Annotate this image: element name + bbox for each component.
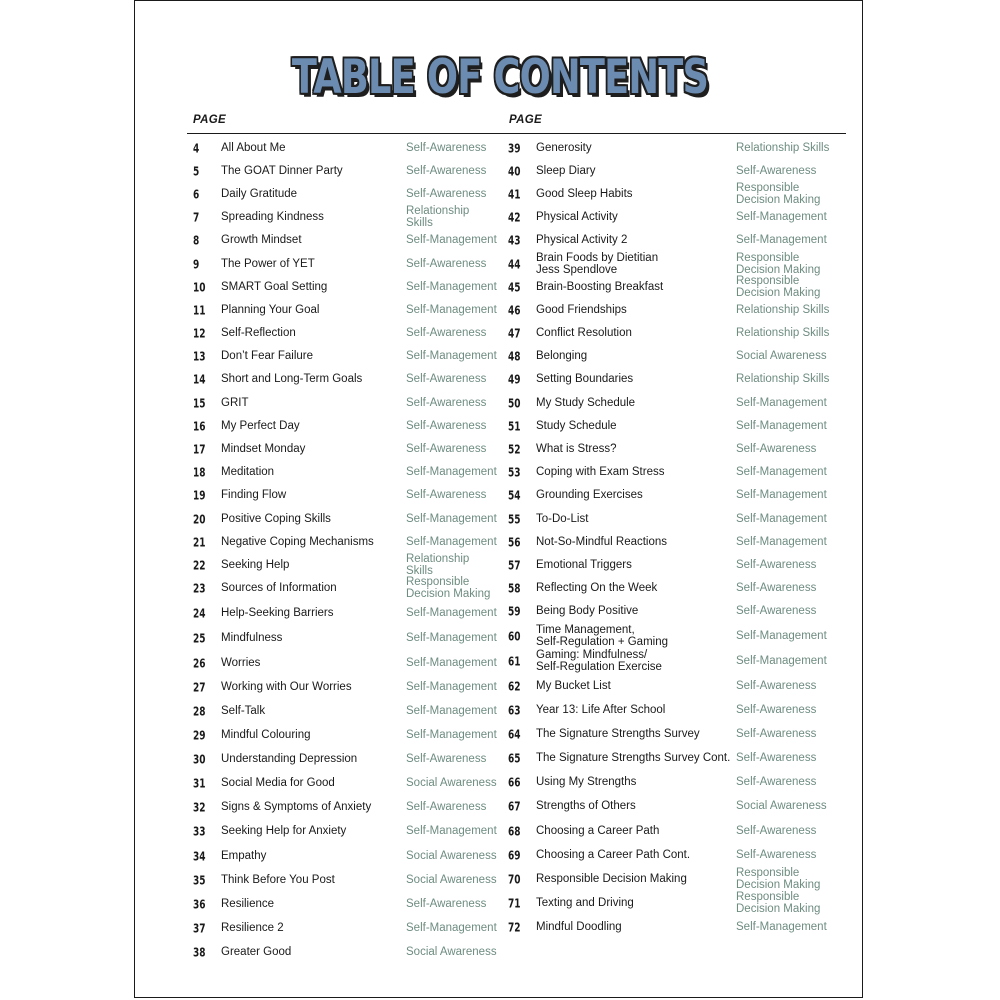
page-number: 59 bbox=[508, 603, 521, 619]
entry-category: Self-Awareness bbox=[406, 187, 487, 200]
entry-category: Self-Management bbox=[736, 419, 827, 432]
entry-category: Relationship Skills bbox=[736, 141, 830, 154]
header-divider bbox=[187, 133, 846, 134]
page-number: 35 bbox=[193, 872, 206, 888]
toc-entry[interactable] bbox=[508, 648, 838, 674]
entry-title: Seeking Help for Anxiety bbox=[221, 825, 347, 838]
toc-entry[interactable] bbox=[193, 651, 498, 675]
entry-title: Good Sleep Habits bbox=[536, 187, 633, 200]
page-number: 50 bbox=[508, 395, 521, 411]
entry-title: The Signature Strengths Survey Cont. bbox=[536, 752, 731, 765]
entry-title: Physical Activity bbox=[536, 211, 618, 224]
entry-category: Self-Management bbox=[736, 466, 827, 479]
page-number: 44 bbox=[508, 256, 521, 272]
entry-category: Self-Awareness bbox=[406, 373, 487, 386]
entry-title: Greater Good bbox=[221, 945, 292, 958]
toc-entry[interactable] bbox=[508, 275, 838, 298]
entry-category: Responsible Decision Making bbox=[736, 274, 821, 299]
entry-category: Self-Management bbox=[406, 680, 497, 693]
entry-title: Coping with Exam Stress bbox=[536, 466, 665, 479]
toc-entry[interactable] bbox=[508, 368, 838, 391]
toc-entry[interactable] bbox=[508, 159, 838, 182]
toc-entry[interactable] bbox=[193, 275, 498, 298]
page-number: 70 bbox=[508, 871, 521, 887]
page-number: 60 bbox=[508, 628, 521, 644]
toc-entry[interactable] bbox=[193, 437, 498, 460]
entry-category: Self-Awareness bbox=[406, 897, 487, 910]
toc-entry[interactable] bbox=[508, 843, 838, 867]
toc-entry[interactable] bbox=[508, 722, 838, 746]
page-number: 26 bbox=[193, 655, 206, 671]
toc-entry[interactable] bbox=[193, 345, 498, 368]
toc-entry[interactable] bbox=[508, 530, 838, 553]
entry-category: Relationship Skills bbox=[736, 373, 830, 386]
entry-category: Self-Management bbox=[406, 280, 497, 293]
entry-category: Self-Awareness bbox=[736, 558, 817, 571]
toc-entry[interactable] bbox=[508, 136, 838, 159]
entry-title: Mindful Colouring bbox=[221, 729, 311, 742]
toc-entry[interactable] bbox=[193, 723, 498, 747]
page-number: 42 bbox=[508, 209, 521, 225]
entry-title: Daily Gratitude bbox=[221, 187, 298, 200]
page-number: 14 bbox=[193, 371, 206, 387]
entry-category: Self-Awareness bbox=[406, 164, 487, 177]
entry-title: Sleep Diary bbox=[536, 164, 596, 177]
entry-title: Growth Mindset bbox=[221, 234, 302, 247]
entry-title: The Signature Strengths Survey bbox=[536, 728, 700, 741]
entry-title: Empathy bbox=[221, 849, 267, 862]
entry-category: Self-Management bbox=[406, 350, 497, 363]
page-number: 54 bbox=[508, 487, 521, 503]
page-number: 57 bbox=[508, 557, 521, 573]
toc-entry[interactable] bbox=[508, 484, 838, 507]
entry-title: GRIT bbox=[221, 396, 249, 409]
entry-title: Time Management, Self-Regulation + Gaming bbox=[536, 623, 669, 648]
entry-title: To-Do-List bbox=[536, 512, 589, 525]
entry-category: Social Awareness bbox=[736, 350, 827, 363]
toc-left-column bbox=[193, 136, 498, 964]
page-number: 21 bbox=[193, 534, 206, 550]
entry-title: Belonging bbox=[536, 350, 588, 363]
entry-title: Planning Your Goal bbox=[221, 303, 320, 316]
entry-title: Mindfulness bbox=[221, 632, 283, 644]
entry-title: My Bucket List bbox=[536, 679, 611, 692]
entry-category: Self-Management bbox=[406, 825, 497, 838]
entry-category: Self-Awareness bbox=[736, 728, 817, 741]
entry-title: Study Schedule bbox=[536, 419, 617, 432]
page-number: 62 bbox=[508, 678, 521, 694]
toc-entry[interactable] bbox=[508, 698, 838, 722]
page-number: 25 bbox=[193, 630, 206, 646]
toc-entry[interactable] bbox=[508, 915, 838, 939]
entry-title: Self-Talk bbox=[221, 704, 266, 717]
entry-title: Mindset Monday bbox=[221, 443, 306, 456]
entry-category: Self-Awareness bbox=[406, 327, 487, 340]
page-number: 65 bbox=[508, 750, 521, 766]
page-number: 17 bbox=[193, 441, 206, 457]
page-number: 67 bbox=[508, 798, 521, 814]
entry-title: Resilience bbox=[221, 897, 275, 910]
entry-category: Social Awareness bbox=[406, 849, 497, 862]
entry-category: Self-Awareness bbox=[406, 801, 487, 814]
entry-category: Self-Management bbox=[406, 234, 497, 247]
entry-category: Responsible Decision Making bbox=[736, 181, 821, 206]
toc-entry[interactable] bbox=[193, 414, 498, 437]
entry-category: Self-Awareness bbox=[736, 752, 817, 765]
toc-entry[interactable] bbox=[193, 747, 498, 771]
toc-entry[interactable] bbox=[193, 819, 498, 843]
page-number: 18 bbox=[193, 464, 206, 480]
entry-title: Positive Coping Skills bbox=[221, 512, 331, 525]
entry-title: Conflict Resolution bbox=[536, 327, 632, 340]
page-number: 53 bbox=[508, 464, 521, 480]
entry-title: Reflecting On the Week bbox=[536, 582, 658, 595]
toc-entry[interactable] bbox=[193, 795, 498, 819]
entry-category: Self-Awareness bbox=[736, 848, 817, 861]
entry-category: Self-Awareness bbox=[406, 443, 487, 456]
toc-entry[interactable] bbox=[508, 507, 838, 530]
toc-entry[interactable] bbox=[193, 600, 498, 626]
entry-title: Not-So-Mindful Reactions bbox=[536, 535, 668, 548]
entry-category: Social Awareness bbox=[736, 800, 827, 813]
toc-right-column bbox=[508, 136, 838, 939]
toc-entry[interactable] bbox=[508, 600, 838, 623]
entry-category: Self-Management bbox=[736, 512, 827, 525]
entry-title: Mindful Doodling bbox=[536, 920, 622, 933]
entry-category: Self-Management bbox=[406, 921, 497, 934]
entry-category: Social Awareness bbox=[406, 945, 497, 958]
entry-category: Relationship Skills bbox=[736, 327, 830, 340]
right-page-header: PAGE bbox=[509, 114, 542, 126]
toc-entry[interactable] bbox=[508, 437, 838, 460]
entry-category: Self-Awareness bbox=[736, 679, 817, 692]
entry-category: Self-Management bbox=[406, 606, 497, 619]
entry-title: Spreading Kindness bbox=[221, 211, 324, 224]
entry-title: Worries bbox=[221, 656, 261, 669]
entry-category: Self-Management bbox=[736, 535, 827, 548]
entry-category: Self-Management bbox=[736, 396, 827, 409]
entry-title: Strengths of Others bbox=[536, 800, 636, 813]
toc-entry[interactable] bbox=[508, 298, 838, 321]
entry-title: Seeking Help bbox=[221, 558, 290, 571]
page-number: 51 bbox=[508, 418, 521, 434]
entry-title: Choosing a Career Path bbox=[536, 824, 660, 837]
entry-category: Self-Awareness bbox=[406, 489, 487, 502]
page-number: 16 bbox=[193, 418, 206, 434]
entry-category: Self-Management bbox=[406, 466, 497, 479]
entry-category: Self-Management bbox=[736, 920, 827, 933]
entry-title: Setting Boundaries bbox=[536, 373, 634, 386]
page-number: 37 bbox=[193, 920, 206, 936]
entry-category: Self-Awareness bbox=[406, 257, 487, 270]
toc-entry[interactable] bbox=[508, 746, 838, 770]
page-number: 24 bbox=[193, 605, 206, 620]
entry-title: Using My Strengths bbox=[536, 776, 637, 789]
entry-title: Physical Activity 2 bbox=[536, 234, 628, 247]
entry-category: Social Awareness bbox=[406, 777, 497, 790]
toc-entry[interactable] bbox=[508, 623, 838, 649]
page-number: 12 bbox=[193, 325, 206, 341]
toc-entry[interactable] bbox=[193, 771, 498, 795]
page-number: 46 bbox=[508, 302, 521, 318]
entry-title: Gaming: Mindfulness/ Self-Regulation Exercise bbox=[536, 649, 662, 674]
page-title: TABLE OF CONTENTS bbox=[291, 50, 709, 105]
entry-category: Self-Awareness bbox=[736, 582, 817, 595]
page-number: 40 bbox=[508, 163, 521, 179]
toc-entry[interactable] bbox=[508, 794, 838, 818]
entry-category: Self-Awareness bbox=[736, 443, 817, 456]
entry-category: Self-Management bbox=[736, 655, 827, 668]
entry-title: Good Friendships bbox=[536, 303, 627, 316]
entry-title: Meditation bbox=[221, 466, 275, 479]
toc-entry[interactable] bbox=[508, 770, 838, 794]
page-number: 63 bbox=[508, 702, 521, 718]
toc-entry[interactable] bbox=[193, 484, 498, 507]
entry-category: Self-Management bbox=[406, 704, 497, 717]
page-number: 45 bbox=[508, 279, 521, 295]
toc-entry[interactable] bbox=[193, 530, 498, 553]
toc-entry[interactable] bbox=[193, 892, 498, 916]
toc-entry[interactable] bbox=[508, 674, 838, 698]
toc-entry[interactable] bbox=[193, 699, 498, 723]
toc-entry[interactable] bbox=[508, 345, 838, 368]
entry-category: Self-Management bbox=[406, 512, 497, 525]
toc-entry[interactable] bbox=[508, 577, 838, 600]
entry-category: Self-Awareness bbox=[406, 753, 487, 766]
page-number: 58 bbox=[508, 580, 521, 596]
entry-title: Sources of Information bbox=[221, 582, 337, 595]
entry-category: Self-Awareness bbox=[736, 776, 817, 789]
entry-category: Responsible Decision Making bbox=[736, 866, 821, 891]
entry-title: Social Media for Good bbox=[221, 777, 335, 790]
page-number: 30 bbox=[193, 751, 206, 767]
toc-entry[interactable] bbox=[508, 414, 838, 437]
page-number: 11 bbox=[193, 302, 206, 318]
toc-entry[interactable] bbox=[193, 252, 498, 275]
page-number: 61 bbox=[508, 653, 521, 669]
toc-entry[interactable] bbox=[193, 298, 498, 321]
entry-category: Relationship Skills bbox=[736, 303, 830, 316]
toc-entry[interactable] bbox=[508, 867, 838, 891]
toc-entry[interactable] bbox=[508, 252, 838, 275]
page-number: 52 bbox=[508, 441, 521, 457]
entry-category: Relationship Skills bbox=[406, 205, 470, 230]
page-number: 28 bbox=[193, 703, 206, 719]
entry-title: Brain Foods by Dietitian Jess Spendlove bbox=[536, 251, 659, 276]
toc-entry[interactable] bbox=[508, 322, 838, 345]
page-number: 32 bbox=[193, 799, 206, 815]
page-number: 55 bbox=[508, 511, 521, 527]
toc-entry[interactable] bbox=[508, 391, 838, 414]
entry-title: Help-Seeking Barriers bbox=[221, 606, 334, 619]
entry-title: Resilience 2 bbox=[221, 921, 284, 934]
entry-category: Self-Management bbox=[736, 489, 827, 502]
toc-entry[interactable] bbox=[193, 206, 498, 229]
entry-category: Self-Awareness bbox=[736, 824, 817, 837]
toc-entry[interactable] bbox=[193, 136, 498, 159]
entry-category: Self-Awareness bbox=[406, 396, 487, 409]
entry-category: Self-Management bbox=[406, 729, 497, 742]
entry-category: Self-Awareness bbox=[736, 704, 817, 717]
entry-category: Self-Management bbox=[406, 656, 497, 669]
entry-title: All About Me bbox=[221, 141, 286, 154]
toc-entry[interactable] bbox=[508, 553, 838, 576]
entry-title: Working with Our Worries bbox=[221, 680, 352, 693]
page-number: 69 bbox=[508, 847, 521, 863]
toc-entry[interactable] bbox=[193, 229, 498, 252]
toc-entry[interactable] bbox=[193, 159, 498, 182]
page-number: 48 bbox=[508, 348, 521, 364]
entry-title: SMART Goal Setting bbox=[221, 280, 328, 293]
page-number: 19 bbox=[193, 487, 206, 503]
toc-entry[interactable] bbox=[508, 182, 838, 205]
page-number: 27 bbox=[193, 679, 206, 695]
page-number: 29 bbox=[193, 727, 206, 743]
toc-entry[interactable] bbox=[193, 577, 498, 600]
page-number: 9 bbox=[193, 256, 200, 272]
toc-entry[interactable] bbox=[193, 844, 498, 868]
entry-title: Grounding Exercises bbox=[536, 489, 643, 502]
entry-category: Self-Management bbox=[406, 632, 497, 644]
entry-title: Emotional Triggers bbox=[536, 558, 632, 571]
page-number: 36 bbox=[193, 896, 206, 912]
entry-title: Choosing a Career Path Cont. bbox=[536, 848, 691, 861]
page-number: 4 bbox=[193, 140, 200, 156]
page-number: 6 bbox=[193, 186, 200, 202]
page-number: 38 bbox=[193, 944, 206, 960]
entry-category: Social Awareness bbox=[406, 873, 497, 886]
page-number: 31 bbox=[193, 775, 206, 791]
toc-entry[interactable] bbox=[193, 625, 498, 651]
page-number: 68 bbox=[508, 823, 521, 839]
entry-category: Self-Awareness bbox=[406, 141, 487, 154]
left-page-header: PAGE bbox=[193, 114, 226, 126]
toc-entry[interactable] bbox=[508, 229, 838, 252]
entry-title: Generosity bbox=[536, 141, 592, 154]
entry-title: Signs & Symptoms of Anxiety bbox=[221, 801, 372, 814]
toc-entry[interactable] bbox=[193, 182, 498, 205]
page-number: 34 bbox=[193, 848, 206, 864]
entry-title: Finding Flow bbox=[221, 489, 287, 502]
toc-entry[interactable] bbox=[193, 553, 498, 576]
entry-title: Responsible Decision Making bbox=[536, 872, 687, 885]
entry-title: The GOAT Dinner Party bbox=[221, 164, 343, 177]
entry-category: Self-Management bbox=[736, 629, 827, 642]
entry-category: Relationship Skills bbox=[406, 552, 470, 577]
entry-category: Self-Management bbox=[736, 234, 827, 247]
page-number: 13 bbox=[193, 348, 206, 364]
page-number: 23 bbox=[193, 580, 206, 596]
entry-category: Responsible Decision Making bbox=[406, 576, 491, 601]
entry-category: Self-Awareness bbox=[736, 164, 817, 177]
entry-title: My Study Schedule bbox=[536, 396, 636, 409]
page-number: 64 bbox=[508, 726, 521, 742]
entry-title: What is Stress? bbox=[536, 443, 617, 456]
entry-title: Year 13: Life After School bbox=[536, 704, 666, 717]
entry-title: Don’t Fear Failure bbox=[221, 350, 314, 363]
page-number: 33 bbox=[193, 823, 206, 839]
entry-title: Short and Long-Term Goals bbox=[221, 373, 363, 386]
entry-title: Understanding Depression bbox=[221, 753, 358, 766]
page-number: 43 bbox=[508, 232, 521, 248]
entry-category: Self-Management bbox=[406, 535, 497, 548]
page-number: 49 bbox=[508, 371, 521, 387]
page-number: 39 bbox=[508, 140, 521, 156]
entry-category: Responsible Decision Making bbox=[736, 251, 821, 276]
page-number: 15 bbox=[193, 395, 206, 411]
page-number: 72 bbox=[508, 919, 521, 935]
page-number: 7 bbox=[193, 209, 200, 225]
toc-entry[interactable] bbox=[193, 675, 498, 699]
page-number: 41 bbox=[508, 186, 521, 202]
entry-title: Negative Coping Mechanisms bbox=[221, 535, 374, 548]
toc-entry[interactable] bbox=[193, 940, 498, 964]
entry-title: The Power of YET bbox=[221, 257, 315, 270]
page-number: 8 bbox=[193, 232, 200, 248]
page-number: 5 bbox=[193, 163, 200, 179]
entry-category: Responsible Decision Making bbox=[736, 890, 821, 915]
entry-title: My Perfect Day bbox=[221, 419, 300, 432]
entry-title: Self-Reflection bbox=[221, 327, 296, 340]
entry-title: Texting and Driving bbox=[536, 896, 634, 909]
toc-entry[interactable] bbox=[508, 819, 838, 843]
page-number: 22 bbox=[193, 557, 206, 573]
entry-category: Self-Management bbox=[736, 211, 827, 224]
page-number: 20 bbox=[193, 511, 206, 527]
page-number: 56 bbox=[508, 534, 521, 550]
toc-entry[interactable] bbox=[193, 368, 498, 391]
entry-category: Self-Management bbox=[406, 303, 497, 316]
page-number: 71 bbox=[508, 895, 521, 911]
entry-title: Brain-Boosting Breakfast bbox=[536, 280, 664, 293]
entry-title: Think Before You Post bbox=[221, 873, 335, 886]
toc-entry[interactable] bbox=[193, 916, 498, 940]
toc-entry[interactable] bbox=[193, 322, 498, 345]
entry-title: Being Body Positive bbox=[536, 605, 639, 618]
page-number: 47 bbox=[508, 325, 521, 341]
toc-entry[interactable] bbox=[193, 868, 498, 892]
toc-entry[interactable] bbox=[508, 206, 838, 229]
entry-category: Self-Awareness bbox=[736, 605, 817, 618]
toc-entry[interactable] bbox=[508, 891, 838, 915]
toc-entry[interactable] bbox=[508, 461, 838, 484]
toc-entry[interactable] bbox=[193, 461, 498, 484]
toc-entry[interactable] bbox=[193, 391, 498, 414]
toc-entry[interactable] bbox=[193, 507, 498, 530]
entry-category: Self-Awareness bbox=[406, 419, 487, 432]
page-number: 66 bbox=[508, 774, 521, 790]
page-number: 10 bbox=[193, 279, 206, 295]
